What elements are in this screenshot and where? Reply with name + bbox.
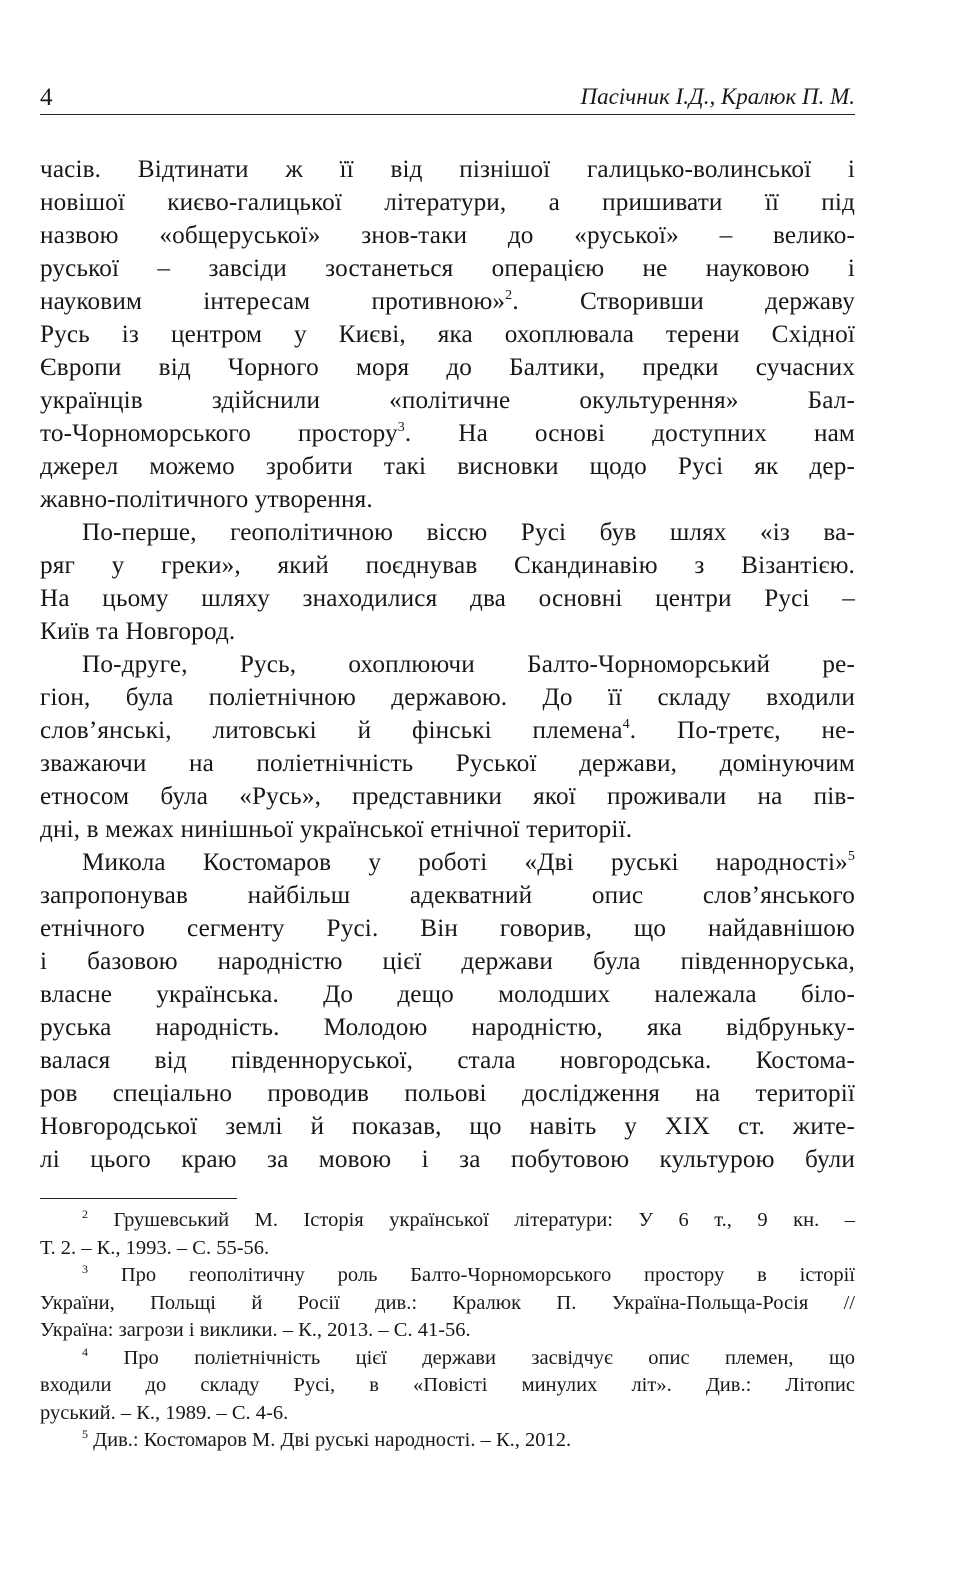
text-line: жавно-політичного утворення. [40, 486, 373, 513]
footnote-number: 3 [82, 1262, 88, 1276]
text-line: $^4$ Про поліетнічність цієї держави засвідчує опис племен, що [82, 1344, 855, 1369]
text-line: Новгородської землі й показав, що навіть у XIX ст. жите- [40, 1113, 855, 1140]
text-line: власне українська. До дещо молодших належала біло- [40, 981, 855, 1008]
paragraph [40, 846, 855, 1176]
text-line: Київ та Новгород. [40, 618, 236, 645]
text-line: ряг у греки», який поєднував Скандинавію з Візантією. [40, 552, 855, 579]
text-line: $^3$ Про геополітичну роль Балто-Чорноморського простору в історії [82, 1262, 855, 1286]
text-line: джерел можемо зробити такі висновки щодо Русі як дер- [40, 453, 855, 480]
text-line: зважаючи на поліетнічність Руської держави, домінуючим [40, 750, 855, 777]
running-head-authors: Пасічник І.Д., Кралюк П. М. [580, 84, 855, 109]
footnote [40, 1345, 855, 1428]
footnote-ref[interactable]: 4 [622, 717, 630, 732]
footnote-divider [40, 1198, 237, 1199]
footnote-ref[interactable]: 2 [505, 288, 513, 303]
text-line: України, Польщі й Росії див.: Кралюк П. Україна-Польща-Росія // [40, 1291, 855, 1314]
text-line: Україна: загрози і виклики. – К., 2013. – С. 41-56. [40, 1319, 471, 1341]
text-line: запропонував найбільш адекватний опис слов’янського [40, 882, 855, 909]
text-line: руський. – К., 1989. – С. 4-6. [40, 1401, 289, 1424]
footnote-number: 4 [82, 1344, 88, 1359]
text-line: руська народність. Молодою народністю, яка відбруньку- [40, 1014, 855, 1041]
footnote [40, 1207, 855, 1262]
text-line: Русь із центром у Києві, яка охоплювала терени Східної [40, 321, 855, 348]
paragraph [40, 648, 855, 846]
text-line: лі цього краю за мовою і за побутовою культурою були [40, 1146, 855, 1173]
text-line: По-перше, геополітичною віссю Русі був шлях «із ва- [82, 519, 855, 546]
text-line: валася від південноруської, стала новгородська. Костома- [40, 1047, 855, 1074]
page-header [40, 78, 855, 115]
text-line: входили до складу Русі, в «Повісті минулих літ». Див.: Літопис [40, 1374, 855, 1396]
text-line: українців здійснили «політичне окультурення» Бал- [40, 387, 855, 414]
text-line: гіон, була поліетнічною державою. До її складу входили [40, 684, 855, 711]
paragraph [40, 153, 855, 516]
text-line: $^2$ Грушевський М. Історія української літератури: У 6 т., 9 кн. – [82, 1207, 855, 1231]
footnote-number: 2 [82, 1207, 88, 1221]
book-page [40, 78, 855, 1455]
text-line: науковим інтересам противною»$^2$. Створивши державу [40, 288, 855, 315]
text-line: часів. Відтинати ж її від пізнішої галицько-волинської і [40, 156, 855, 183]
text-line: етнічного сегменту Русі. Він говорив, що найдавнішою [40, 915, 855, 942]
text-line: Т. 2. – К., 1993. – С. 55-56. [40, 1236, 270, 1259]
text-line: новішої києво-галицької літератури, а пришивати її під [40, 189, 855, 216]
text-line: слов’янські, литовські й фінські племена$^4$. По-третє, не- [40, 717, 855, 744]
text-line: назвою «общеруської» знов-таки до «руської» – велико- [40, 222, 855, 249]
footnotes [40, 1207, 855, 1455]
text-line: $^5$ Див.: Костомаров М. Дві руські народності. – К., 2012. [82, 1427, 572, 1451]
footnote-number: 5 [82, 1427, 88, 1441]
text-line: руської – завсіди зостанеться операцією не науковою і [40, 255, 855, 282]
text-line: ров спеціально проводив польові дослідження на території [40, 1080, 855, 1107]
text-line: і базовою народністю цієї держави була південноруська, [40, 948, 855, 975]
text-line: дні, в межах нинішньої української етнічної території. [40, 816, 633, 843]
text-line: На цьому шляху знаходилися два основні центри Русі – [40, 585, 855, 612]
paragraph [40, 516, 855, 648]
text-line: По-друге, Русь, охоплюючи Балто-Чорноморський ре- [82, 651, 855, 678]
footnote-ref[interactable]: 5 [847, 849, 855, 864]
footnote [40, 1427, 855, 1455]
page-number: 4 [40, 84, 53, 111]
footnote [40, 1262, 855, 1345]
body-text [40, 153, 855, 1176]
text-line: Микола Костомаров у роботі «Дві руські народності»$^5$ [82, 849, 855, 876]
footnote-ref[interactable]: 3 [397, 420, 405, 435]
text-line: Європи від Чорного моря до Балтики, предки сучасних [40, 354, 855, 381]
text-line: етносом була «Русь», представники якої проживали на пів- [40, 783, 855, 810]
text-line: то-Чорноморського простору$^3$. На основі доступних нам [40, 420, 855, 447]
